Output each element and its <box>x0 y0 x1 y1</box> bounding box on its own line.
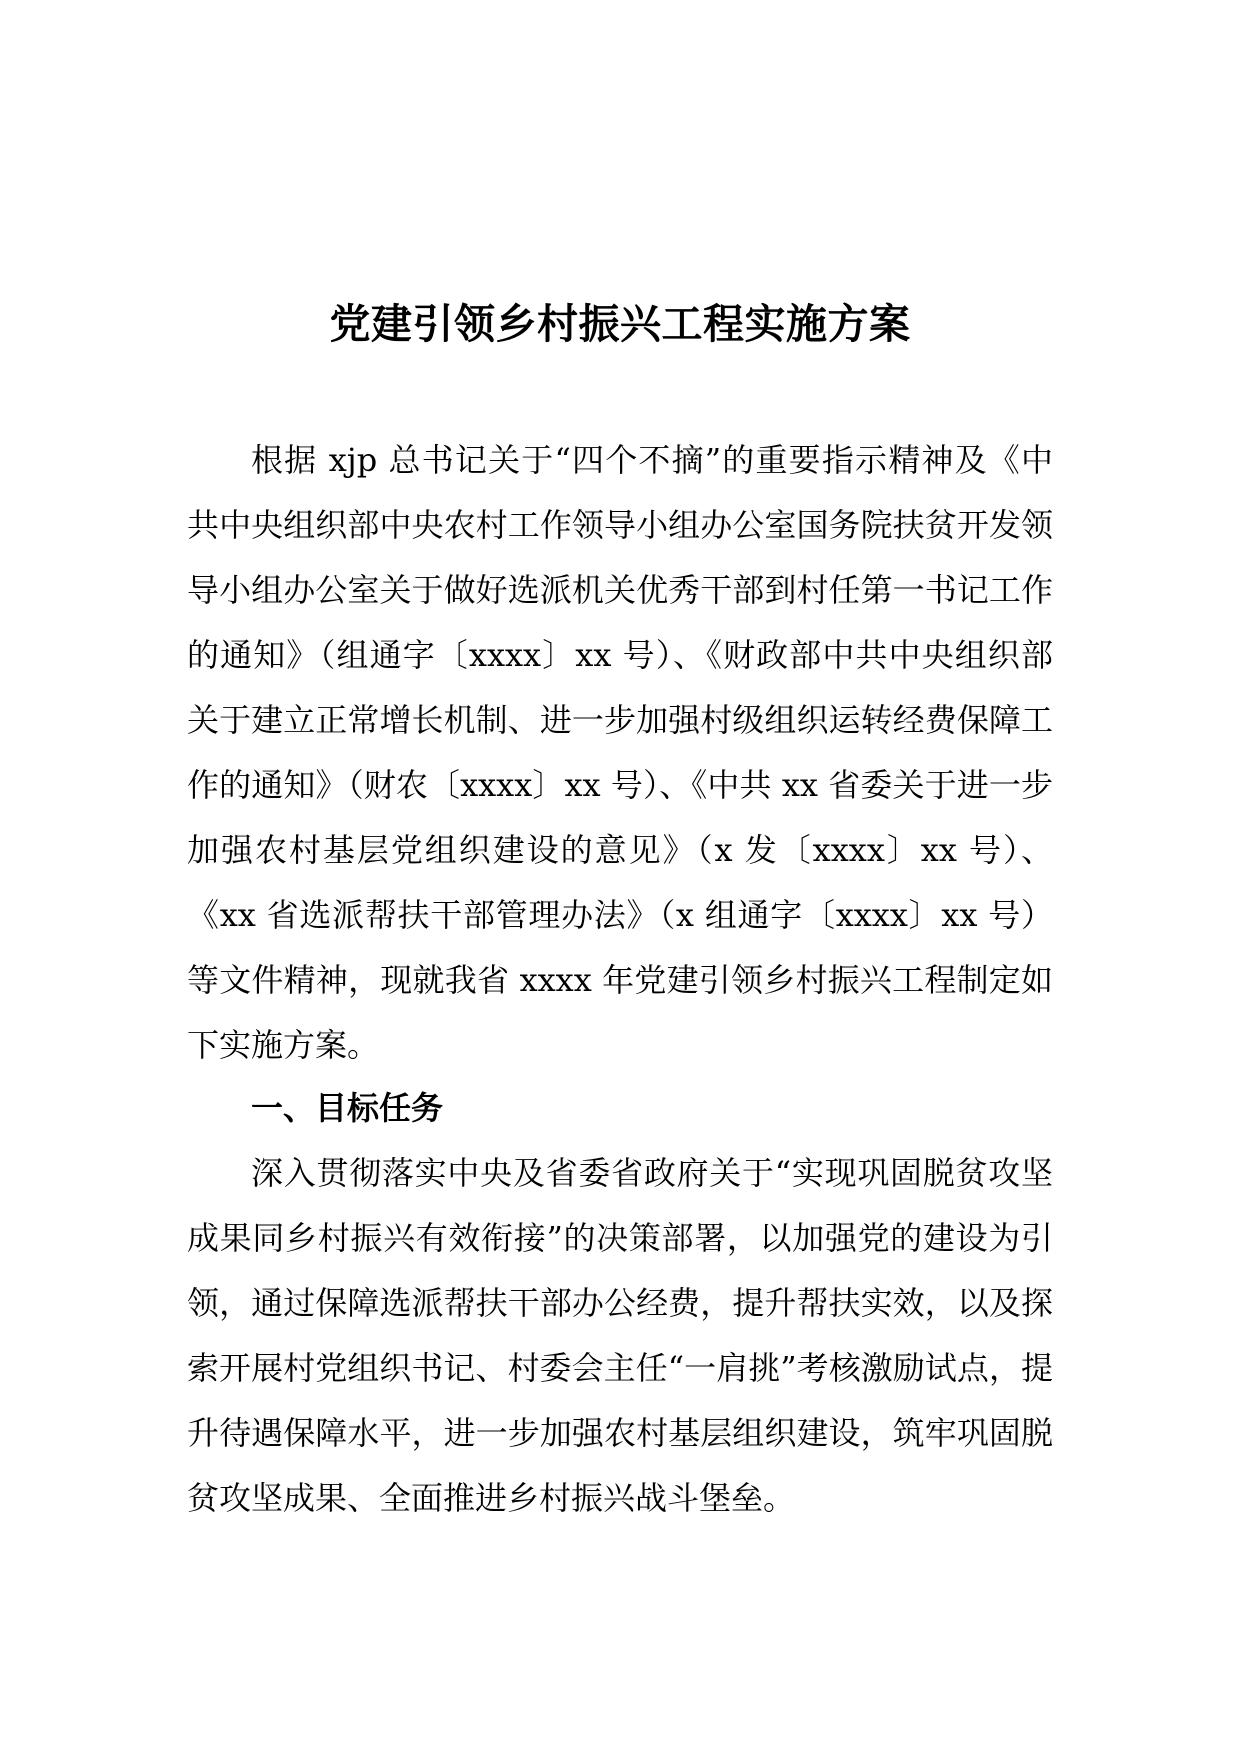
document-title: 党建引领乡村振兴工程实施方案 <box>329 300 911 348</box>
goals-paragraph: 深入贯彻落实中央及省委省政府关于“实现巩固脱贫攻坚成果同乡村振兴有效衔接”的决策部署，以加强党的建设为引领，通过保障选派帮扶干部办公经费，提升帮扶实效，以及探索开展村党组织书记、村委会主任“一肩挑”考核激励试点，提升待遇保障水平，进一步加强农村基层组织建设，筑牢巩固脱贫攻坚成果、全面推进乡村振兴战斗堡垒。 <box>187 1154 1053 1517</box>
goals-section <box>187 1141 1053 1531</box>
intro-paragraph: 根据 xjp 总书记关于“四个不摘”的重要指示精神及《中共中央组织部中央农村工作领导小组办公室国务院扶贫开发领导小组办公室关于做好选派机关优秀干部到村任第一书记工作的通知》（组通字〔xxxx〕xx 号）、《财政部中共中央组织部关于建立正常增长机制、进一步加强村级组织运转经费保障工作的通知》（财农〔xxxx〕xx 号）、《中共 xx 省委关于进一步加强农村基层党组织建设的意见》（x 发〔xxxx〕xx 号）、《xx 省选派帮扶干部管理办法》（x 组通字〔xxxx〕xx 号）等文件精神，现就我省 xxxx 年党建引领乡村振兴工程制定如下实施方案。 <box>187 441 1053 1064</box>
section-heading-goals: 一、目标任务 <box>251 1089 444 1127</box>
intro-section <box>187 428 1053 1078</box>
